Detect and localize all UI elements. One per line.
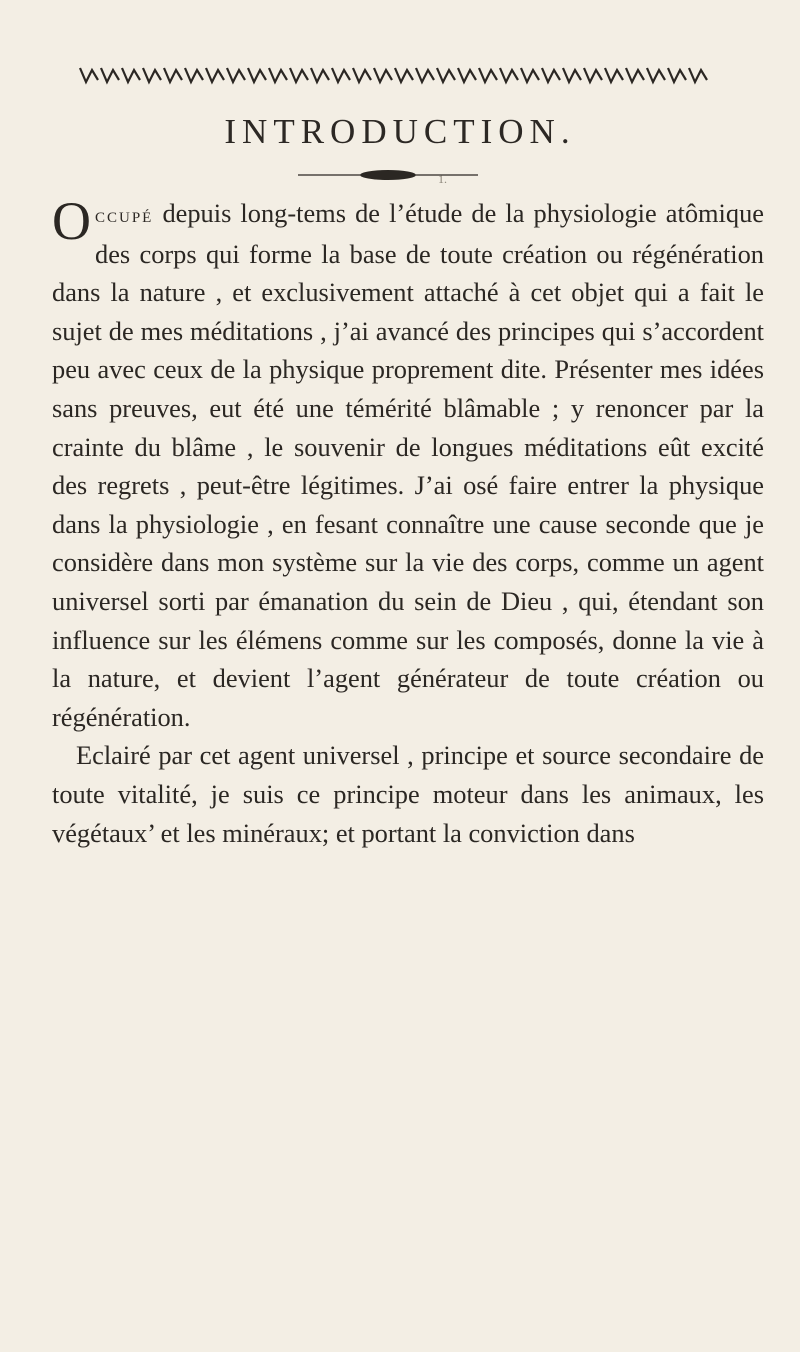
ornamental-border bbox=[78, 64, 712, 86]
drop-cap: O bbox=[52, 191, 91, 251]
paragraph-2-text: Eclairé par cet agent universel , principe et source secondaire de toute vitalité, je suis ce principe moteur dans les animaux, les végétaux’ et les minéraux; et portant la conviction dans bbox=[52, 740, 764, 848]
paragraph-1-text: depuis long-tems de l’étude de la physiologie atômique des corps qui forme la base de toute création ou régénération dans la nature , et exclusivement attaché à cet objet qui a fait le sujet de mes méditations , j’ai avancé des principes qui s’accordent peu avec ceux de la physique proprement dite. Présenter mes idées sans preuves, eut été une témérité blâmable ; y renoncer par la crainte du blâme , le souvenir de longues méditations eût excité des regrets , peut-être légitimes. J’ai osé faire entrer la physique dans la physiologie , en fesant connaître une cause seconde que je considère dans mon système sur la vie des corps, comme un agent universel sorti par émanation du sein de Dieu , qui, étendant son influence sur les élémens comme sur les composés, donne la vie à la nature, et devient l’agent générateur de toute création ou régénération. bbox=[52, 198, 764, 732]
ornament-zigzag bbox=[80, 68, 707, 82]
paragraph-1 bbox=[52, 191, 764, 736]
small-caps-word: ccupé bbox=[95, 202, 154, 227]
paragraph-2 bbox=[52, 736, 764, 852]
decorative-rule bbox=[298, 168, 478, 182]
page-mark: 1. bbox=[438, 172, 447, 186]
body-text bbox=[52, 191, 764, 852]
chapter-title: INTRODUCTION. bbox=[224, 112, 576, 151]
